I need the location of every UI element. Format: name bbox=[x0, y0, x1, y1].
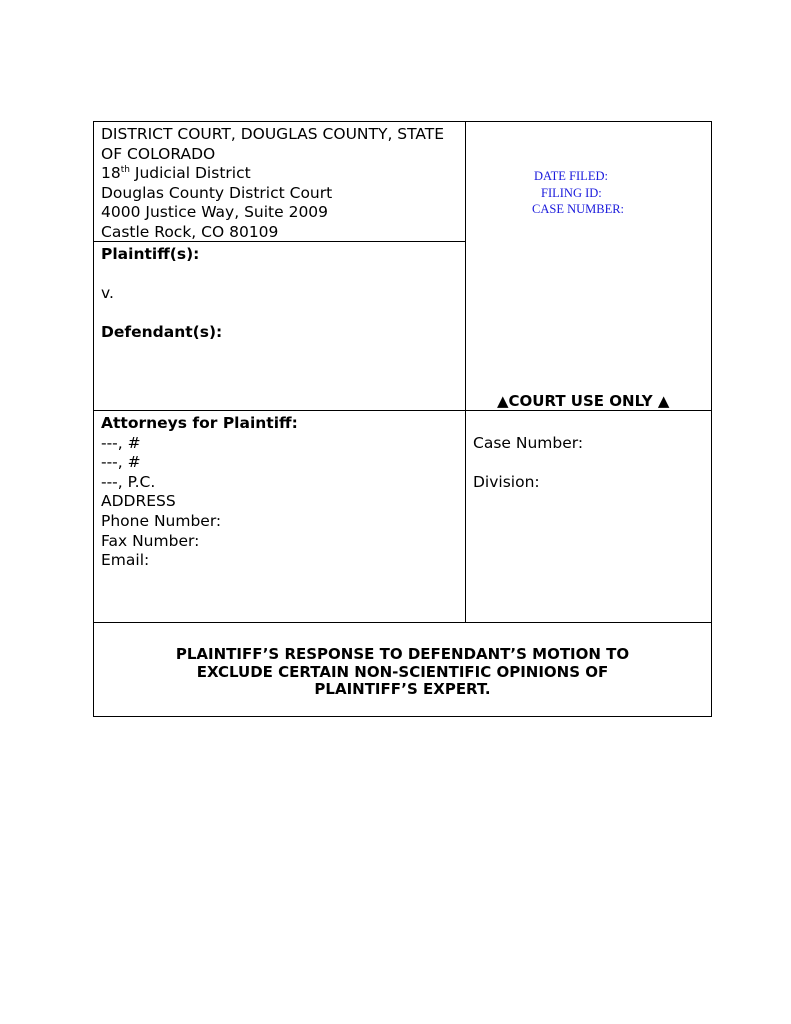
filing-id-label: FILING ID: bbox=[541, 185, 602, 200]
attorney-line: ---, # bbox=[101, 433, 141, 452]
court-line-1: DISTRICT COURT, DOUGLAS COUNTY, STATE bbox=[101, 125, 445, 143]
column-divider bbox=[465, 122, 466, 622]
document-title bbox=[94, 646, 711, 699]
firm-line: ---, P.C. bbox=[101, 472, 156, 491]
date-filed-label: DATE FILED: bbox=[534, 169, 608, 183]
defendant-label: Defendant(s): bbox=[101, 323, 223, 342]
caption-box bbox=[93, 121, 712, 717]
case-number-stamp-label: CASE NUMBER: bbox=[532, 202, 625, 216]
court-city: Castle Rock, CO 80109 bbox=[101, 222, 279, 241]
address-line: ADDRESS bbox=[101, 492, 176, 511]
attorneys-block bbox=[101, 414, 461, 571]
email-line: Email: bbox=[101, 551, 150, 570]
court-name: Douglas County District Court bbox=[101, 183, 333, 202]
title-line-3: PLAINTIFF’S EXPERT. bbox=[314, 680, 491, 698]
parties-divider bbox=[94, 410, 711, 411]
phone-line: Phone Number: bbox=[101, 511, 222, 530]
title-line-1: PLAINTIFF’S RESPONSE TO DEFENDANT’S MOTION TO bbox=[175, 645, 630, 663]
title-divider bbox=[94, 622, 711, 623]
versus-label: v. bbox=[101, 284, 114, 303]
court-use-only-label: ▲COURT USE ONLY ▲ bbox=[497, 392, 670, 410]
title-line-2: EXCLUDE CERTAIN NON-SCIENTIFIC OPINIONS OF bbox=[196, 662, 609, 681]
attorneys-heading: Attorneys for Plaintiff: bbox=[101, 414, 298, 432]
fax-line: Fax Number: bbox=[101, 531, 200, 550]
division-label: Division: bbox=[473, 473, 540, 492]
case-info-block bbox=[473, 434, 703, 493]
court-street: 4000 Justice Way, Suite 2009 bbox=[101, 203, 329, 222]
court-line-2: OF COLORADO bbox=[101, 144, 216, 163]
parties-block bbox=[101, 245, 461, 343]
judicial-district: 18th Judicial District bbox=[101, 164, 251, 183]
court-info bbox=[101, 125, 461, 243]
attorney-line: ---, # bbox=[101, 453, 141, 472]
case-number-label: Case Number: bbox=[473, 434, 584, 452]
plaintiff-label: Plaintiff(s): bbox=[101, 245, 200, 263]
